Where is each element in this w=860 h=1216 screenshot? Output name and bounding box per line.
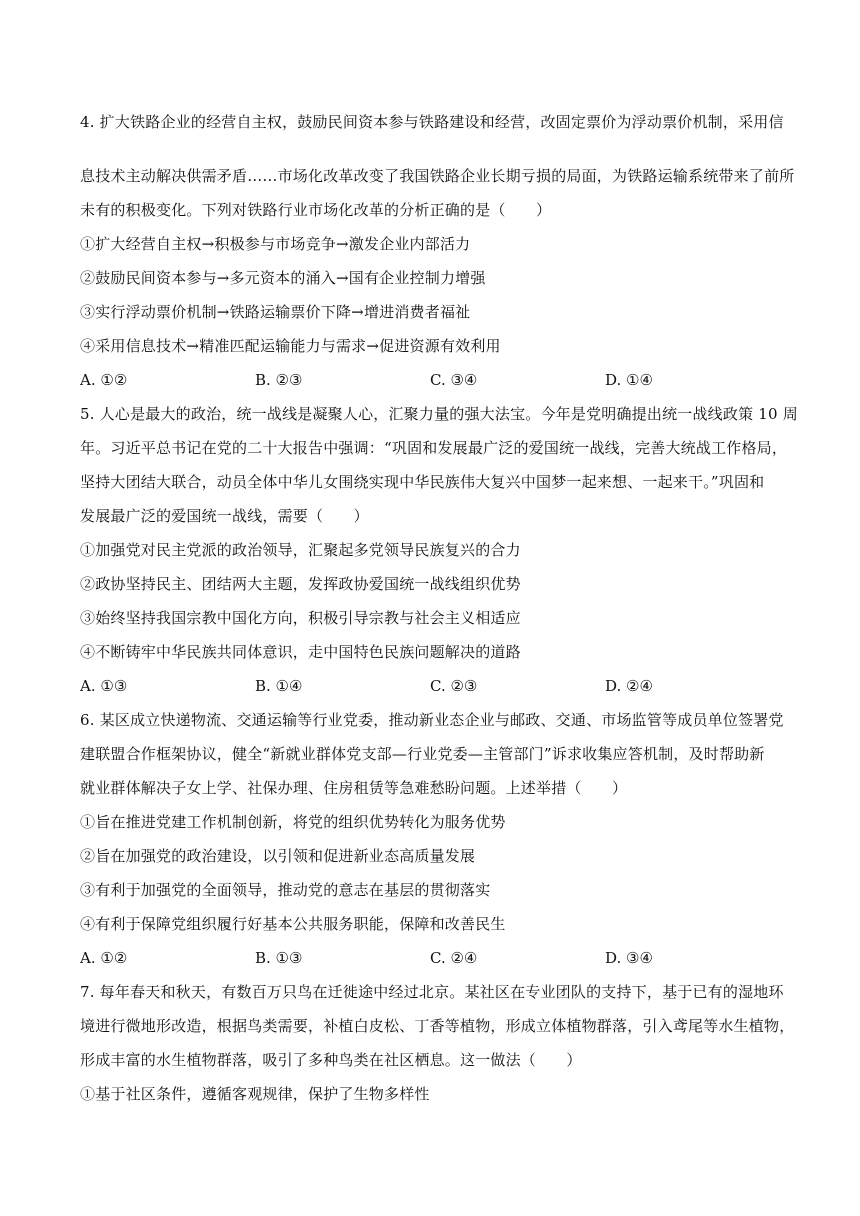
answer-options: [80, 948, 790, 968]
option-b: B. ①④: [255, 677, 303, 695]
question-text-line: 年。习近平总书记在党的二十大报告中强调：“巩固和发展最广泛的爱国统一战线，完善大统战工作格局，: [80, 439, 788, 457]
question-text-line: 坚持大团结大联合，动员全体中华儿女围绕实现中华民族伟大复兴中国梦一起来想、一起来干。”巩固和: [80, 473, 765, 491]
statement-4: ④有利于保障党组织履行好基本公共服务职能，保障和改善民生: [80, 915, 506, 933]
statement-4: ④不断铸牢中华民族共同体意识，走中国特色民族问题解决的道路: [80, 643, 521, 661]
question-text-line: 形成丰富的水生植物群落，吸引了多种鸟类在社区栖息。这一做法（ ）: [80, 1051, 582, 1069]
statement-1: ①扩大经营自主权→积极参与市场竞争→激发企业内部活力: [80, 235, 471, 253]
option-c: C. ②③: [430, 677, 478, 695]
option-d: D. ①④: [605, 371, 653, 389]
answer-options: [80, 676, 790, 696]
option-b: B. ①③: [255, 949, 303, 967]
statement-2: ②旨在加强党的政治建设，以引领和促进新业态高质量发展: [80, 847, 476, 865]
question-text-line: 7. 每年春天和秋天，有数百万只鸟在迁徙途中经过北京。某社区在专业团队的支持下，基于已有的湿地环: [80, 983, 784, 1001]
statement-4: ④采用信息技术→精准匹配运输能力与需求→促进资源有效利用: [80, 337, 501, 355]
option-a: A. ①②: [80, 949, 128, 967]
question-text-line: 4. 扩大铁路企业的经营自主权，鼓励民间资本参与铁路建设和经营，改固定票价为浮动票价机制，采用信: [80, 113, 784, 131]
option-d: D. ③④: [605, 949, 653, 967]
option-c: C. ②④: [430, 949, 478, 967]
statement-3: ③始终坚持我国宗教中国化方向，积极引导宗教与社会主义相适应: [80, 609, 521, 627]
option-a: A. ①②: [80, 371, 128, 389]
statement-3: ③实行浮动票价机制→铁路运输票价下降→增进消费者福祉: [80, 303, 471, 321]
question-text-line: 息技术主动解决供需矛盾……市场化改革改变了我国铁路企业长期亏损的局面，为铁路运输系统带来了前所: [80, 167, 795, 185]
option-c: C. ③④: [430, 371, 478, 389]
question-text-line: 建联盟合作框架协议，健全“新就业群体党支部—行业党委—主管部门”诉求收集应答机制，及时帮助新: [80, 745, 765, 763]
statement-2: ②鼓励民间资本参与→多元资本的涌入→国有企业控制力增强: [80, 269, 486, 287]
question-text-line: 境进行微地形改造，根据鸟类需要，补植白皮松、丁香等植物，形成立体植物群落，引入鸢尾等水生植物，: [80, 1017, 795, 1035]
statement-1: ①旨在推进党建工作机制创新，将党的组织优势转化为服务优势: [80, 813, 506, 831]
question-text-line: 6. 某区成立快递物流、交通运输等行业党委，推动新业态企业与邮政、交通、市场监管等成员单位签署党: [80, 711, 784, 729]
option-d: D. ②④: [605, 677, 653, 695]
option-b: B. ②③: [255, 371, 303, 389]
statement-3: ③有利于加强党的全面领导，推动党的意志在基层的贯彻落实: [80, 881, 491, 899]
question-text-line: 发展最广泛的爱国统一战线，需要（ ）: [80, 507, 369, 525]
answer-options: [80, 370, 790, 390]
option-a: A. ①③: [80, 677, 128, 695]
statement-2: ②政协坚持民主、团结两大主题，发挥政协爱国统一战线组织优势: [80, 575, 521, 593]
statement-1: ①基于社区条件，遵循客观规律，保护了生物多样性: [80, 1085, 430, 1103]
statement-1: ①加强党对民主党派的政治领导，汇聚起多党领导民族复兴的合力: [80, 541, 521, 559]
question-text-line: 就业群体解决子女上学、社保办理、住房租赁等急难愁盼问题。上述举措（ ）: [80, 779, 628, 797]
question-text-line: 未有的积极变化。下列对铁路行业市场化改革的分析正确的是（ ）: [80, 201, 552, 219]
question-text-line: 5. 人心是最大的政治，统一战线是凝聚人心，汇聚力量的强大法宝。今年是党明确提出统一战线政策 10 周: [80, 405, 798, 423]
